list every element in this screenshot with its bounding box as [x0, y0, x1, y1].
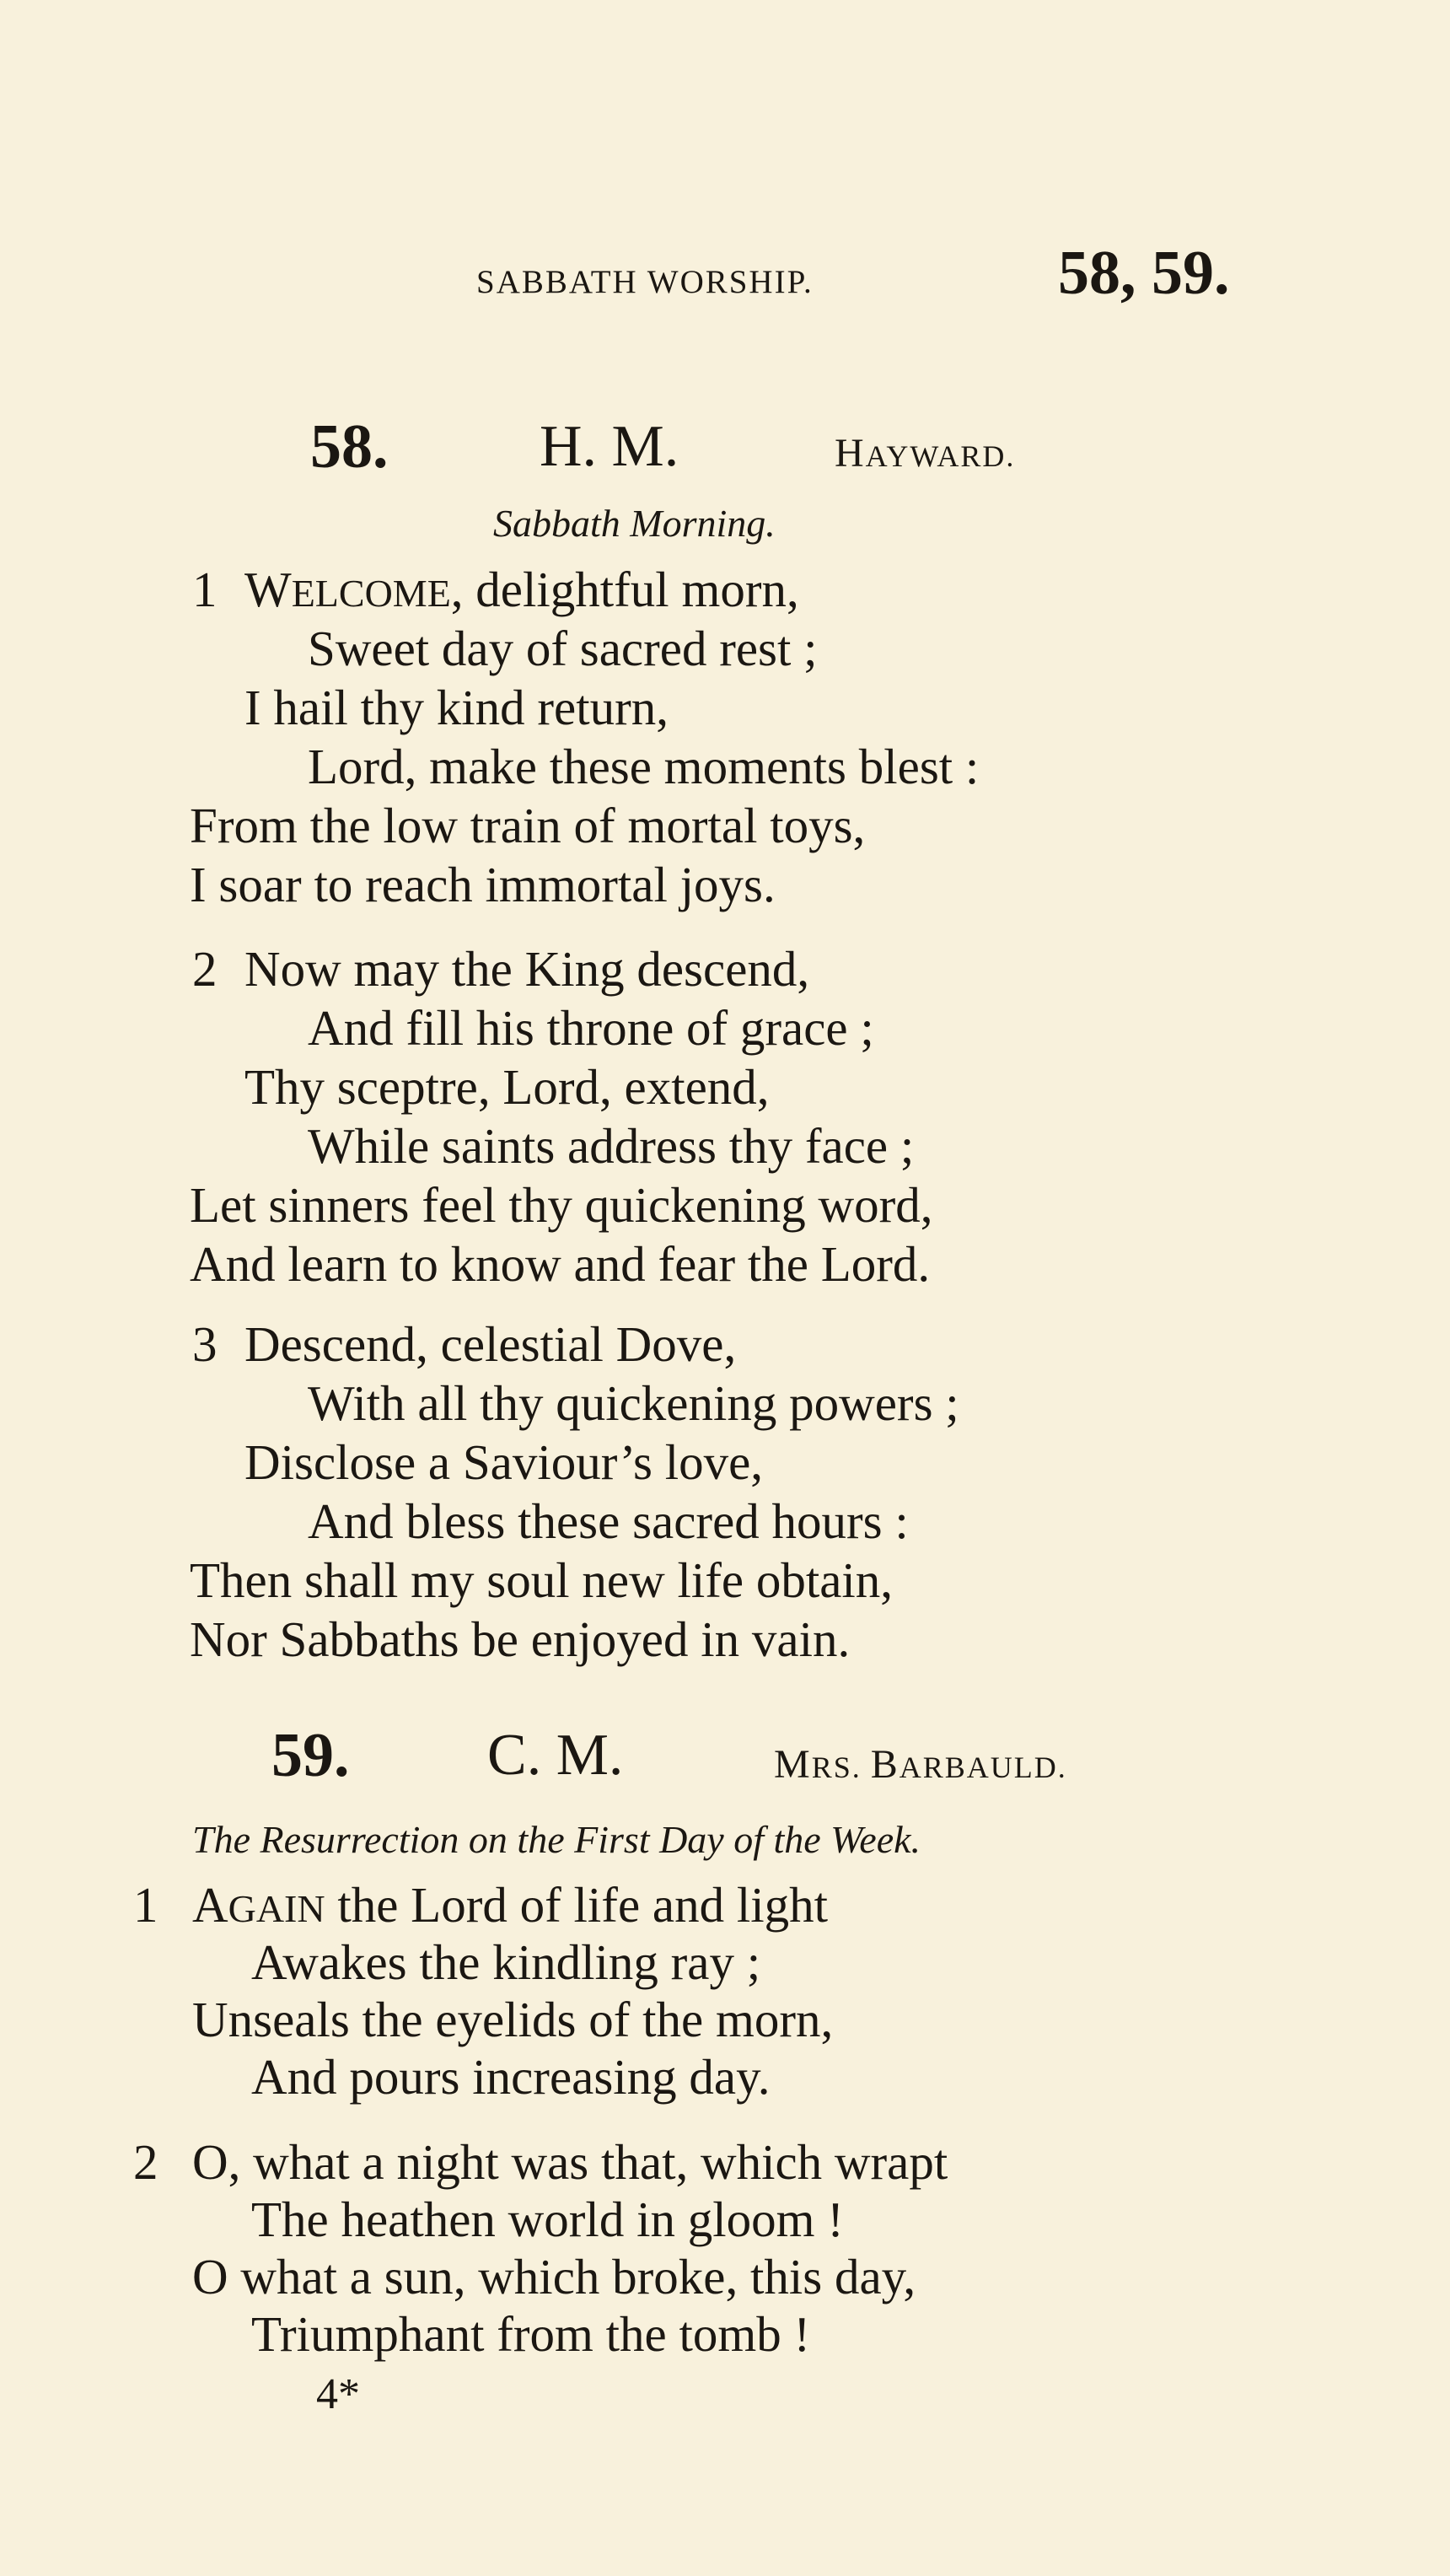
- hymn-58-stanza-1-line-3: I hail thy kind return,: [244, 680, 669, 735]
- hymn-58-author: HAYWARD.: [835, 431, 1016, 476]
- hymn-59-stanza-1-line-1: AGAIN the Lord of life and light: [192, 1877, 828, 1933]
- hymn-59-stanza-1-line-2: Awakes the kindling ray ;: [251, 1934, 761, 1990]
- hymn-58-stanza-3-line-1: Descend, celestial Dove,: [244, 1316, 737, 1372]
- hymn-58-stanza-3-line-2: With all thy quickening powers ;: [308, 1375, 959, 1431]
- running-title: SABBATH WORSHIP.: [476, 264, 814, 300]
- hymn-58-number: 58.: [310, 412, 389, 481]
- hymn-59-stanza-2-line-3: O what a sun, which broke, this day,: [192, 2249, 916, 2304]
- hymn-59-number: 59.: [271, 1721, 350, 1790]
- hymn-59-stanza-2-line-1: O, what a night was that, which wrapt: [192, 2134, 948, 2190]
- hymn-58-meter: H. M.: [540, 414, 679, 479]
- hymn-58-stanza-1-line-5: From the low train of mortal toys,: [190, 798, 866, 853]
- page-numbers: 58, 59.: [1058, 239, 1230, 308]
- hymn-59-stanza-2-line-2: The heathen world in gloom !: [251, 2191, 844, 2247]
- hymn-58-stanza-1-line-6: I soar to reach immortal joys.: [190, 857, 776, 912]
- hymn-58-stanza-3-line-4: And bless these sacred hours :: [308, 1493, 909, 1549]
- hymn-58-stanza-1-line-1: WELCOME, delightful morn,: [244, 562, 799, 617]
- hymn-58-stanza-2-line-4: While saints address thy face ;: [308, 1118, 915, 1174]
- hymn-58-title: Sabbath Morning.: [493, 502, 776, 545]
- hymn-58-stanza-2-line-1: Now may the King descend,: [244, 941, 810, 997]
- hymn-58-stanza-2-line-2: And fill his throne of grace ;: [308, 1000, 874, 1056]
- hymn-58-stanza-3-line-6: Nor Sabbaths be enjoyed in vain.: [190, 1611, 851, 1667]
- hymn-58-stanza-3-number: 3: [192, 1316, 218, 1372]
- hymn-58-stanza-2-number: 2: [192, 941, 218, 997]
- hymn-59-author: MRS. BARBAULD.: [774, 1742, 1067, 1787]
- hymn-58-stanza-2-line-5: Let sinners feel thy quickening word,: [190, 1177, 933, 1233]
- hymn-59-meter: C. M.: [487, 1723, 624, 1788]
- hymn-58-stanza-1-line-2: Sweet day of sacred rest ;: [308, 621, 818, 676]
- signature-mark: 4*: [316, 2370, 360, 2418]
- hymn-58-stanza-3-line-5: Then shall my soul new life obtain,: [190, 1552, 894, 1608]
- hymn-59-stanza-1-number: 1: [133, 1877, 158, 1933]
- hymn-59-stanza-2-line-4: Triumphant from the tomb !: [251, 2306, 811, 2362]
- hymn-59-stanza-1-line-3: Unseals the eyelids of the morn,: [192, 1992, 834, 2047]
- hymn-59-stanza-2-number: 2: [133, 2134, 158, 2190]
- hymn-58-stanza-3-line-3: Disclose a Saviour’s love,: [244, 1434, 764, 1490]
- hymn-58-stanza-1-line-4: Lord, make these moments blest :: [308, 739, 980, 794]
- hymn-59-stanza-1-line-4: And pours increasing day.: [251, 2049, 771, 2105]
- hymn-58-stanza-2-line-3: Thy sceptre, Lord, extend,: [244, 1059, 770, 1115]
- hymn-58-stanza-2-line-6: And learn to know and fear the Lord.: [190, 1236, 931, 1292]
- hymn-59-title: The Resurrection on the First Day of the Week.: [192, 1818, 921, 1861]
- hymn-58-stanza-1-number: 1: [192, 562, 218, 617]
